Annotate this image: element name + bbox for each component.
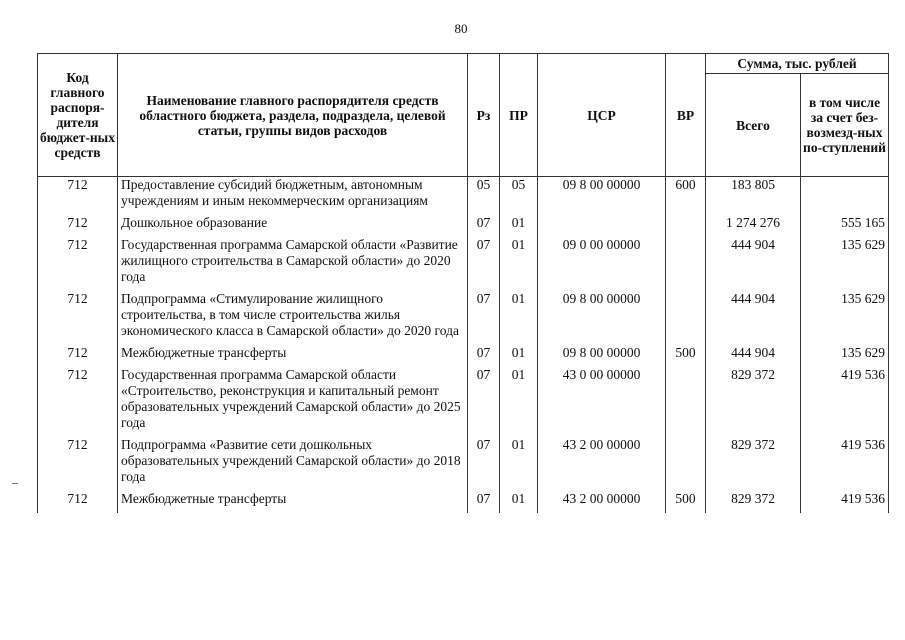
cell-rz: 07 xyxy=(468,367,500,437)
cell-rz: 07 xyxy=(468,437,500,491)
cell-code: 712 xyxy=(38,367,118,437)
header-vr: ВР xyxy=(666,54,706,177)
cell-csr: 09 8 00 00000 xyxy=(538,177,666,216)
page-number: 80 xyxy=(454,21,468,36)
cell-vr xyxy=(666,437,706,491)
cell-pr: 01 xyxy=(500,237,538,291)
table-row xyxy=(38,215,889,237)
cell-vr xyxy=(666,237,706,291)
cell-csr: 43 2 00 00000 xyxy=(538,491,666,513)
cell-vr: 500 xyxy=(666,345,706,367)
cell-vr xyxy=(666,291,706,345)
cell-total: 444 904 xyxy=(706,237,801,291)
cell-csr: 43 0 00 00000 xyxy=(538,367,666,437)
cell-rz: 07 xyxy=(468,215,500,237)
cell-name: Дошкольное образование xyxy=(118,215,468,237)
cell-free: 135 629 xyxy=(801,237,889,291)
cell-vr xyxy=(666,215,706,237)
cell-name: Подпрограмма «Развитие сети дошкольных образовательных учреждений Самарской области» до 2018 года xyxy=(118,437,468,491)
cell-rz: 07 xyxy=(468,345,500,367)
cell-code: 712 xyxy=(38,345,118,367)
cell-csr: 43 2 00 00000 xyxy=(538,437,666,491)
table-header xyxy=(38,54,889,177)
cell-code: 712 xyxy=(38,177,118,216)
cell-pr: 01 xyxy=(500,367,538,437)
cell-free: 419 536 xyxy=(801,437,889,491)
table-body xyxy=(38,177,889,514)
cell-total: 829 372 xyxy=(706,367,801,437)
table-row xyxy=(38,491,889,513)
cell-code: 712 xyxy=(38,491,118,513)
cell-pr: 01 xyxy=(500,345,538,367)
cell-rz: 07 xyxy=(468,237,500,291)
cell-free: 555 165 xyxy=(801,215,889,237)
table-row xyxy=(38,367,889,437)
table-row xyxy=(38,177,889,216)
cell-free: 135 629 xyxy=(801,291,889,345)
cell-free: 135 629 xyxy=(801,345,889,367)
cell-name: Межбюджетные трансферты xyxy=(118,345,468,367)
table-row xyxy=(38,237,889,291)
cell-vr: 600 xyxy=(666,177,706,216)
header-total: Всего xyxy=(706,74,801,177)
cell-pr: 05 xyxy=(500,177,538,216)
cell-name: Межбюджетные трансферты xyxy=(118,491,468,513)
cell-vr xyxy=(666,367,706,437)
cell-pr: 01 xyxy=(500,437,538,491)
cell-total: 444 904 xyxy=(706,291,801,345)
cell-vr: 500 xyxy=(666,491,706,513)
cell-csr: 09 8 00 00000 xyxy=(538,291,666,345)
cell-csr: 09 8 00 00000 xyxy=(538,345,666,367)
cell-name: Подпрограмма «Стимулирование жилищного строительства, в том числе строительства жилья экономического класса в Самарской области» до 2020 года xyxy=(118,291,468,345)
cell-pr: 01 xyxy=(500,491,538,513)
cell-code: 712 xyxy=(38,215,118,237)
header-csr: ЦСР xyxy=(538,54,666,177)
cell-code: 712 xyxy=(38,237,118,291)
cell-csr xyxy=(538,215,666,237)
header-free: в том числе за счет без-возмезд-ных по-ступлений xyxy=(801,74,889,177)
header-pr: ПР xyxy=(500,54,538,177)
cell-name: Предоставление субсидий бюджетным, автономным учреждениям и иным некоммерческим организациям xyxy=(118,177,468,216)
table-row xyxy=(38,291,889,345)
budget-table xyxy=(37,53,889,513)
cell-name: Государственная программа Самарской области «Развитие жилищного строительства в Самарской области» до 2020 года xyxy=(118,237,468,291)
cell-code: 712 xyxy=(38,291,118,345)
cell-rz: 05 xyxy=(468,177,500,216)
header-code: Код главного распоря-дителя бюджет-ных средств xyxy=(38,54,118,177)
header-rz: Рз xyxy=(468,54,500,177)
cell-free: 419 536 xyxy=(801,367,889,437)
cell-rz: 07 xyxy=(468,491,500,513)
stray-mark xyxy=(12,483,18,484)
cell-rz: 07 xyxy=(468,291,500,345)
cell-csr: 09 0 00 00000 xyxy=(538,237,666,291)
table-row xyxy=(38,437,889,491)
cell-code: 712 xyxy=(38,437,118,491)
header-name: Наименование главного распорядителя средств областного бюджета, раздела, подраздела, целевой статьи, группы видов расходов xyxy=(118,54,468,177)
cell-total: 829 372 xyxy=(706,437,801,491)
header-sum-group: Сумма, тыс. рублей xyxy=(706,54,889,74)
cell-total: 1 274 276 xyxy=(706,215,801,237)
cell-name: Государственная программа Самарской области «Строительство, реконструкция и капитальный ремонт образовательных учреждений Самарской области» до 2025 года xyxy=(118,367,468,437)
cell-pr: 01 xyxy=(500,215,538,237)
table-row xyxy=(38,345,889,367)
cell-total: 183 805 xyxy=(706,177,801,216)
cell-total: 829 372 xyxy=(706,491,801,513)
cell-free: 419 536 xyxy=(801,491,889,513)
cell-free xyxy=(801,177,889,216)
cell-total: 444 904 xyxy=(706,345,801,367)
cell-pr: 01 xyxy=(500,291,538,345)
